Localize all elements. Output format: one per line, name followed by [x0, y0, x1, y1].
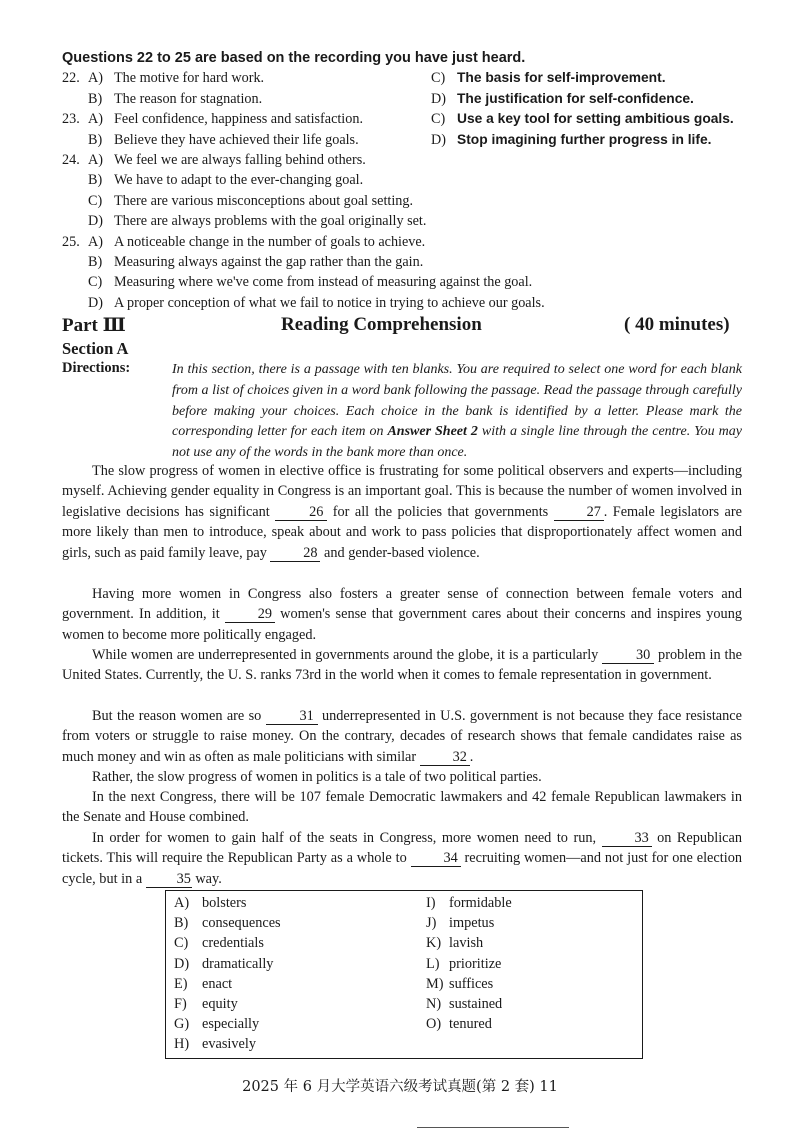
bank-letter: C): [174, 935, 189, 951]
passage-paragraph: In the next Congress, there will be 107 female Democratic lawmakers and 42 female Republican lawmakers in the Senate and House combined.: [62, 789, 742, 826]
page-footer: 2025 年 6 月大学英语六级考试真题(第 2 套) 11: [242, 1079, 558, 1095]
blank-31: 31: [266, 708, 318, 725]
bank-letter: D): [174, 956, 190, 972]
option-text: There are various misconceptions about goal setting.: [114, 193, 414, 209]
option-letter: C): [431, 70, 446, 86]
option-letter: B): [88, 132, 103, 148]
bank-word: bolsters: [202, 895, 247, 911]
part-label: Part Ⅲ: [62, 315, 126, 336]
bank-word: impetus: [449, 915, 495, 931]
option-letter: A): [88, 70, 103, 86]
directions-label: Directions:: [62, 360, 131, 376]
option-letter: B): [88, 91, 103, 107]
bank-word: credentials: [202, 935, 264, 951]
bank-letter: I): [426, 895, 436, 911]
option-text: The justification for self-confidence.: [457, 91, 694, 106]
bank-letter: O): [426, 1016, 442, 1032]
bank-word: especially: [202, 1016, 260, 1032]
option-text: Stop imagining further progress in life.: [457, 132, 712, 147]
option-text: Use a key tool for setting ambitious goals.: [457, 111, 734, 126]
part-time: ( 40 minutes): [624, 314, 730, 335]
bank-letter: J): [426, 915, 437, 931]
bank-word: suffices: [449, 976, 494, 992]
option-letter: D): [431, 91, 446, 107]
passage-paragraph: The slow progress of women in elective office is frustrating for some political observers and experts—including myself. Achieving gender equality in Congress is an important goal. This is because the number of women involved in legislative decisions has significant 26 for all the policies that governments 27 . Female legislators are more likely than men to introduce, speak about and work to pass policies that disproportionately affect women and girls, such as paid family leave, pay 28 and gender-based violence.: [62, 463, 742, 561]
option-letter: D): [88, 213, 103, 229]
option-letter: C): [88, 193, 103, 209]
option-letter: C): [88, 274, 103, 290]
option-letter: A): [88, 234, 103, 250]
option-text: Believe they have achieved their life goals.: [114, 132, 359, 148]
option-letter: D): [431, 132, 446, 148]
listening-heading: Questions 22 to 25 are based on the recording you have just heard.: [62, 50, 526, 66]
option-text: We feel we are always falling behind others.: [114, 152, 366, 168]
answer-sheet-ref: Answer Sheet 2: [387, 424, 478, 440]
option-text: A noticeable change in the number of goals to achieve.: [114, 234, 426, 250]
option-letter: C): [431, 111, 446, 127]
option-text: We have to adapt to the ever-changing goal.: [114, 172, 364, 188]
blank-34: 34: [411, 850, 461, 867]
option-text: Measuring where we've come from instead of measuring against the goal.: [114, 274, 533, 290]
option-text: A proper conception of what we fail to notice in trying to achieve our goals.: [114, 295, 545, 311]
blank-32: 32: [420, 749, 470, 766]
bank-word: lavish: [449, 935, 484, 951]
directions-text: In this section, there is a passage with ten blanks. You are required to select one word for each blank from a list of choices given in a word bank following the passage. Read the passage through carefully before making your choices. Each choice in the bank is identified by a letter. Please mark the corresponding letter for each item on Answer Sheet 2 with a single line through the centre. You may not use any of the words in the bank more than once.: [172, 362, 742, 461]
bank-word: evasively: [202, 1036, 256, 1052]
word-bank: [165, 890, 643, 1059]
passage-paragraph: While women are underrepresented in governments around the globe, it is a particularly 30 problem in the United States. Currently, the U. S. ranks 73rd in the world when it comes to female representation in government.: [62, 647, 742, 684]
bank-letter: G): [174, 1016, 190, 1032]
option-letter: A): [88, 111, 103, 127]
bank-letter: F): [174, 996, 187, 1012]
passage-paragraph: Having more women in Congress also fosters a greater sense of connection between female voters and government. In addition, it 29 women's sense that government cares about their concerns and inspires young women to become more politically engaged.: [62, 586, 742, 643]
question-number: 24.: [62, 152, 80, 168]
bank-letter: M): [426, 976, 444, 992]
bank-letter: N): [426, 996, 442, 1012]
bank-word: enact: [202, 976, 233, 992]
option-letter: A): [88, 152, 103, 168]
bank-word: consequences: [202, 915, 281, 931]
bank-letter: E): [174, 976, 188, 992]
option-letter: B): [88, 254, 103, 270]
blank-30: 30: [602, 647, 654, 664]
blank-35: 35: [146, 871, 192, 888]
option-text: There are always problems with the goal originally set.: [114, 213, 427, 229]
option-text: The basis for self-improvement.: [457, 70, 666, 85]
blank-26: 26: [275, 504, 327, 521]
blank-29: 29: [225, 606, 275, 623]
option-text: Measuring always against the gap rather than the gain.: [114, 254, 424, 270]
bank-letter: K): [426, 935, 442, 951]
bank-letter: H): [174, 1036, 190, 1052]
blank-27: 27: [554, 504, 604, 521]
option-text: The motive for hard work.: [114, 70, 265, 86]
passage-paragraph: In order for women to gain half of the seats in Congress, more women need to run, 33 on Republican tickets. This will require the Republican Party as a whole to 34 recruiting women—and not just for one election cycle, but in a 35 way.: [62, 830, 743, 887]
question-number: 23.: [62, 111, 80, 127]
option-letter: B): [88, 172, 103, 188]
bank-letter: L): [426, 956, 440, 972]
option-letter: D): [88, 295, 103, 311]
blank-28: 28: [270, 545, 320, 562]
passage-paragraph: But the reason women are so 31 underrepresented in U.S. government is not because they face resistance from voters or struggle to raise money. On the contrary, decades of research shows that female candidates raise as much money and win as often as male politicians with similar 32 .: [62, 708, 742, 765]
bank-word: dramatically: [202, 956, 274, 972]
bank-word: formidable: [449, 895, 512, 911]
bank-letter: A): [174, 895, 190, 911]
section-label: Section A: [62, 339, 129, 358]
question-number: 25.: [62, 234, 80, 250]
bank-word: prioritize: [449, 956, 502, 972]
part-title: Reading Comprehension: [281, 314, 482, 335]
question-number: 22.: [62, 70, 80, 86]
bank-word: equity: [202, 996, 238, 1012]
divider: [417, 1127, 569, 1128]
bank-letter: B): [174, 915, 189, 931]
passage-paragraph: Rather, the slow progress of women in politics is a tale of two political parties.: [92, 769, 542, 785]
bank-word: tenured: [449, 1016, 492, 1032]
option-text: Feel confidence, happiness and satisfaction.: [114, 111, 363, 127]
bank-word: sustained: [449, 996, 503, 1012]
option-text: The reason for stagnation.: [114, 91, 263, 107]
blank-33: 33: [602, 830, 652, 847]
